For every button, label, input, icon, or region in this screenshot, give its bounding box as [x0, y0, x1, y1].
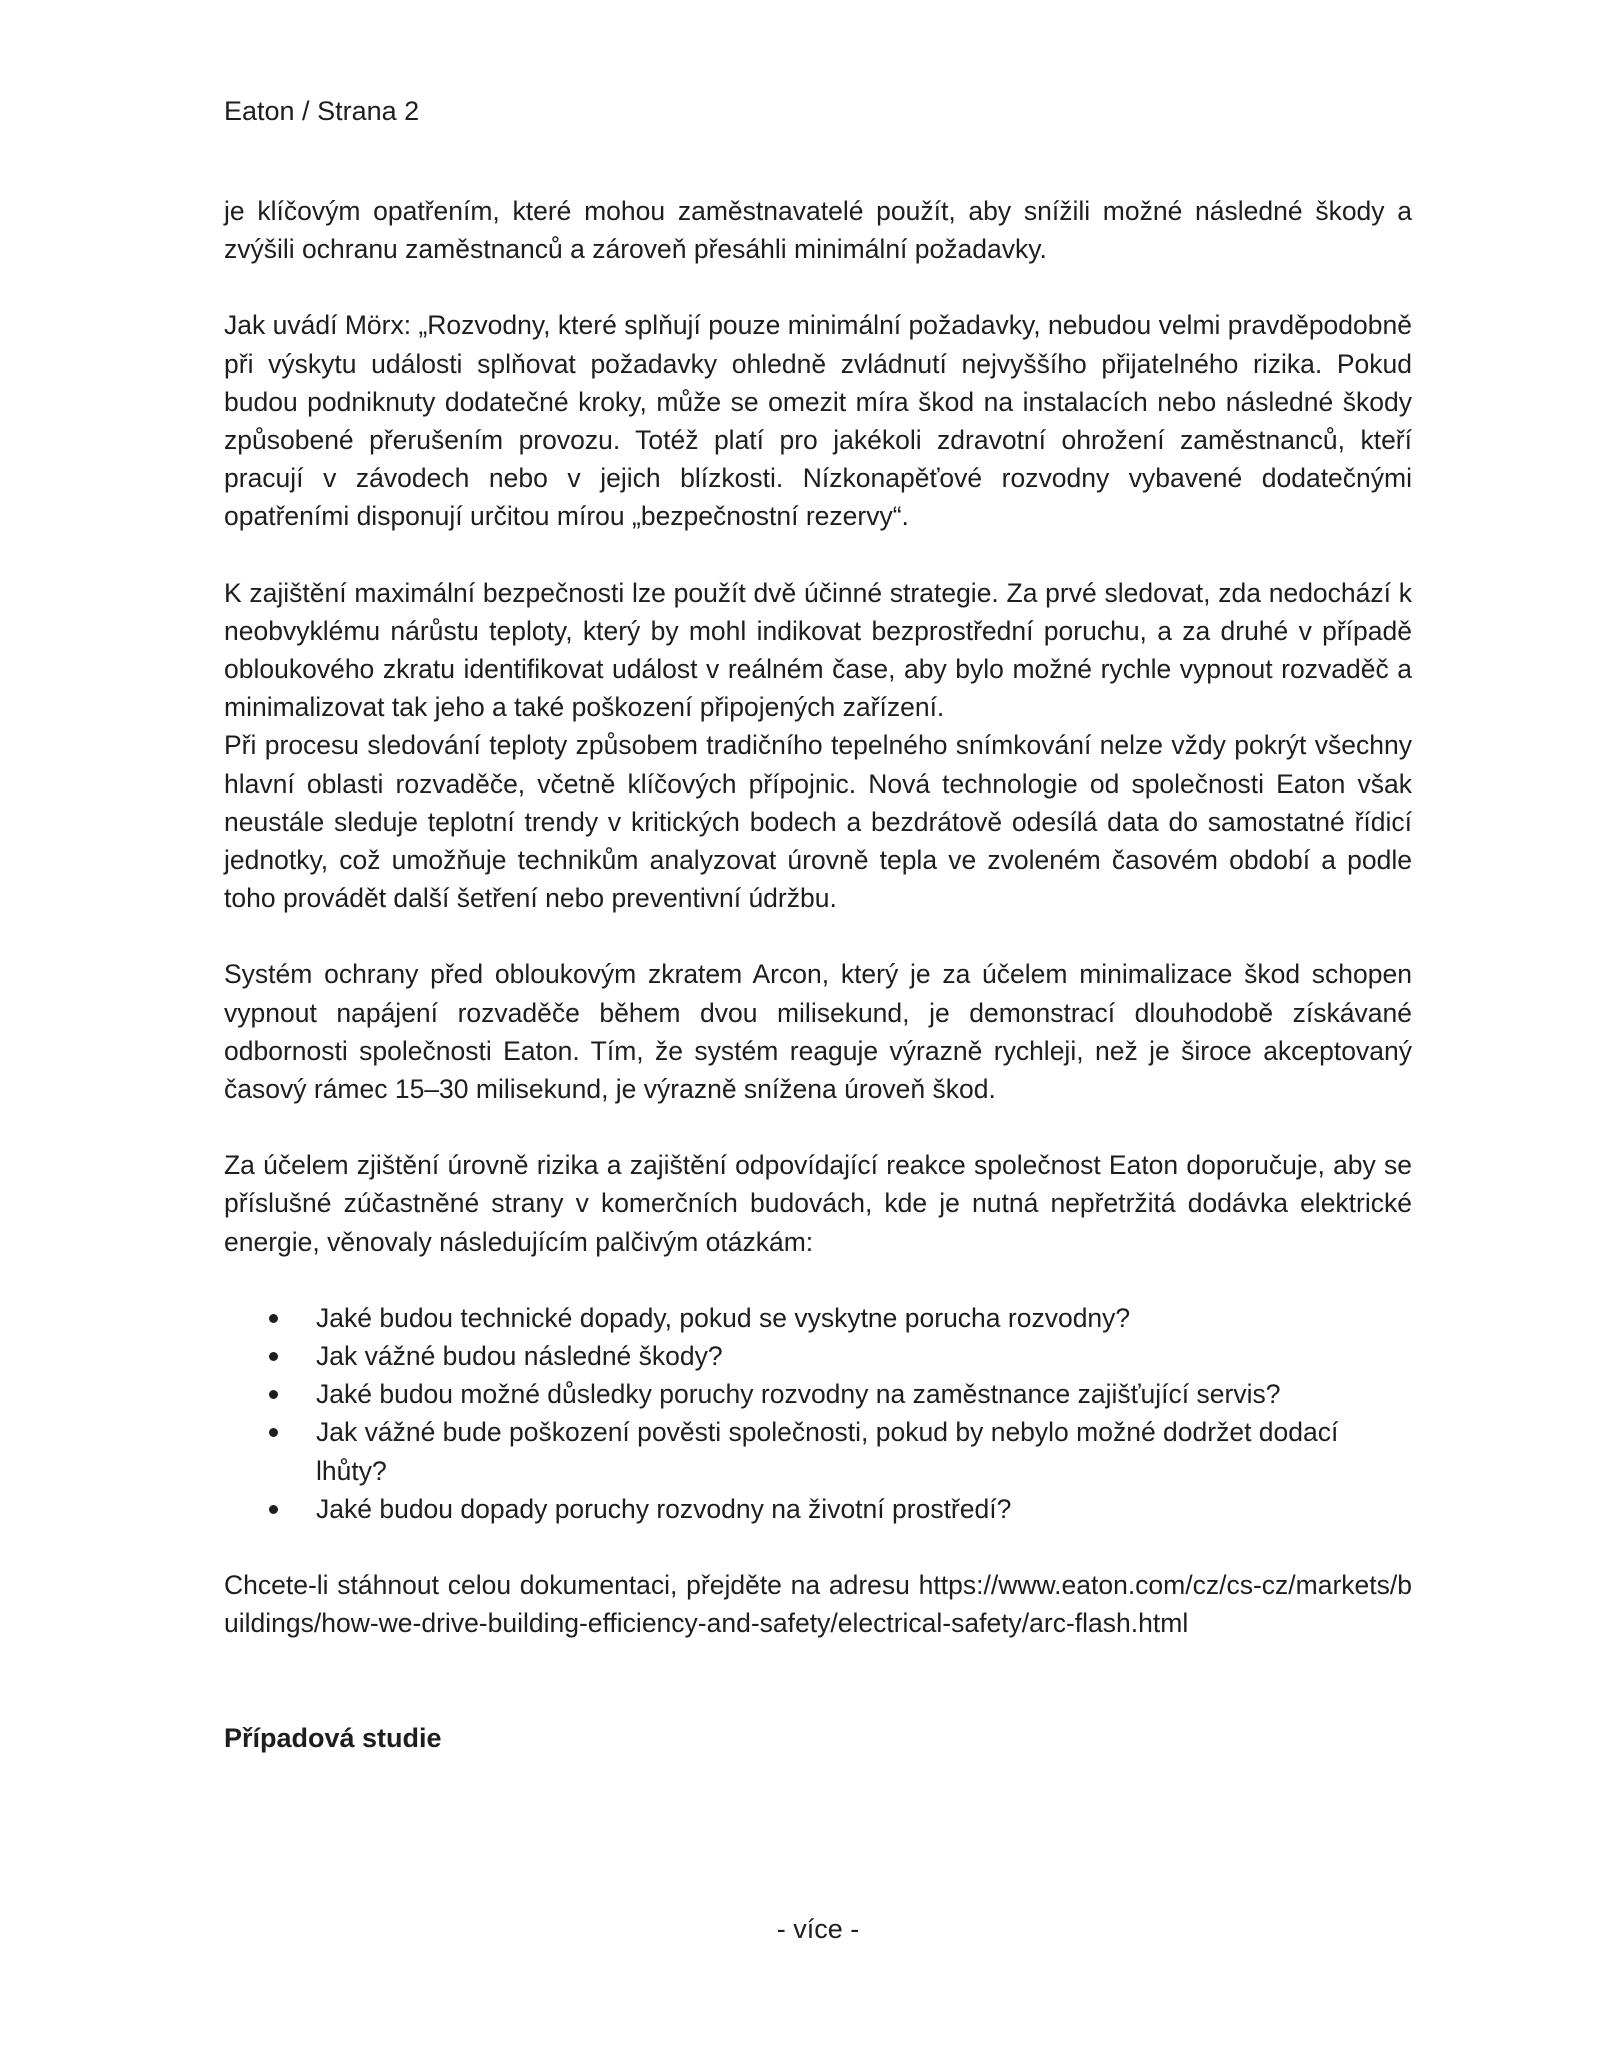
bullet-icon: [269, 1314, 278, 1323]
paragraph-temperature: Při procesu sledování teploty způsobem tradičního tepelného snímkování nelze vždy pokrýt všechny hlavní oblasti rozvaděče, včetně klíčových přípojnic. Nová technologie od společnosti Eaton však neustále sleduje teplotní trendy v kritických bodech a bezdrátově odesílá data do samostatné řídicí jednotky, což umožňuje technikům analyzovat úrovně tepla ve zvoleném časovém období a podle toho provádět další šetření nebo preventivní údržbu.: [224, 730, 1412, 914]
list-item: [224, 1299, 1412, 1337]
bullet-icon: [269, 1352, 278, 1361]
page-header: Eaton / Strana 2: [224, 96, 420, 126]
list-item-text: Jak vážné budou následné škody?: [316, 1341, 723, 1372]
bullet-icon: [269, 1505, 278, 1514]
paragraph-download: [224, 1566, 1412, 1642]
document-body: [224, 192, 1412, 1757]
bullet-icon: [269, 1428, 278, 1437]
question-list: [224, 1299, 1412, 1528]
paragraph-strategies: K zajištění maximální bezpečnosti lze použít dvě účinné strategie. Za prvé sledovat, zda nedochází k neobvyklému nárůstu teploty, který by mohl indikovat bezprostřední poruchu, a za druhé v případě obloukového zkratu identifikovat událost v reálném čase, aby bylo možné rychle vypnout rozvaděč a minimalizovat tak jeho a také poškození připojených zařízení.: [224, 577, 1412, 723]
list-item: [224, 1375, 1412, 1413]
page-footer: - více -: [776, 1914, 860, 1944]
list-item-text: Jaké budou dopady poruchy rozvodny na životní prostředí?: [316, 1493, 1012, 1524]
list-item: [224, 1490, 1412, 1528]
list-item: [224, 1413, 1412, 1489]
download-text: Chcete-li stáhnout celou dokumentaci, přejděte na adresu: [224, 1570, 919, 1601]
document-page: [224, 0, 1412, 2071]
list-item: [224, 1337, 1412, 1375]
paragraph-arcon: Systém ochrany před obloukovým zkratem Arcon, který je za účelem minimalizace škod schopen vypnout napájení rozvaděče během dvou milisekund, je demonstrací dlouhodobě získávané odbornosti společnosti Eaton. Tím, že systém reaguje výrazně rychleji, než je široce akceptovaný časový rámec 15–30 milisekund, je výrazně snížena úroveň škod.: [224, 959, 1412, 1105]
paragraph-intro: je klíčovým opatřením, které mohou zaměstnavatelé použít, aby snížili možné následné škody a zvýšili ochranu zaměstnanců a zároveň přesáhli minimální požadavky.: [224, 196, 1412, 265]
section-heading: Případová studie: [224, 1722, 442, 1753]
paragraph-quote: Jak uvádí Mörx: „Rozvodny, které splňují pouze minimální požadavky, nebudou velmi pravděpodobně při výskytu události splňovat požadavky ohledně zvládnutí nejvyššího přijatelného rizika. Pokud budou podniknuty dodatečné kroky, může se omezit míra škod na instalacích nebo následné škody způsobené přerušením provozu. Totéž platí pro jakékoli zdravotní ohrožení zaměstnanců, kteří pracují v závodech nebo v jejich blízkosti. Nízkonapěťové rozvodny vybavené dodatečnými opatřeními disponují určitou mírou „bezpečnostní rezervy“.: [224, 310, 1412, 532]
list-item-text: Jaké budou možné důsledky poruchy rozvodny na zaměstnance zajišťující servis?: [316, 1379, 1281, 1410]
paragraph-recommendation: Za účelem zjištění úrovně rizika a zajištění odpovídající reakce společnost Eaton doporučuje, aby se příslušné zúčastněné strany v komerčních budovách, kde je nutná nepřetržitá dodávka elektrické energie, věnovaly následujícím palčivým otázkám:: [224, 1150, 1412, 1257]
bullet-icon: [269, 1390, 278, 1399]
download-link[interactable]: https://www.eaton.com/cz/cs-cz/markets/buildings/how-we-drive-building-efficiency-and-safety/electrical-safety/arc-flash.html: [224, 1570, 1412, 1639]
list-item-text: Jaké budou technické dopady, pokud se vyskytne porucha rozvodny?: [316, 1302, 1131, 1333]
list-item-text: Jak vážné bude poškození pověsti společnosti, pokud by nebylo možné dodržet dodací lhůty?: [316, 1417, 1339, 1486]
